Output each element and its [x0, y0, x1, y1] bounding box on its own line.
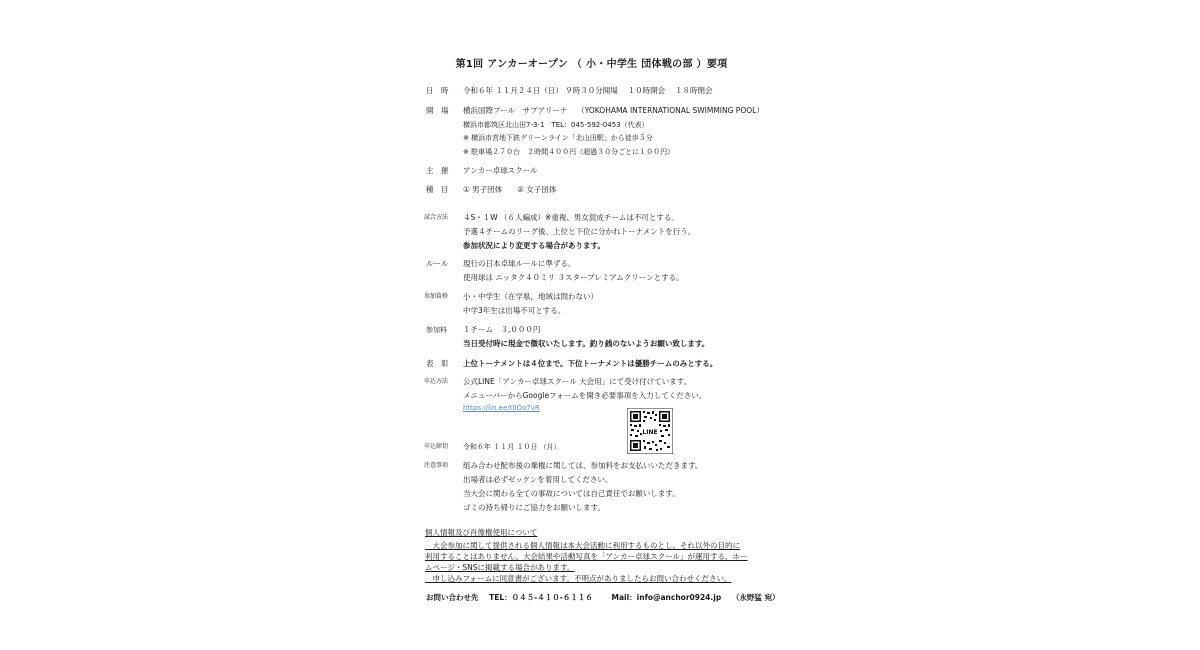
row-date — [0, 84, 1200, 98]
value-venue-access: ※ 横浜市営地下鉄グリーンライン「北山田駅」から徒歩５分 — [463, 134, 653, 142]
contact-mail[interactable]: Mail：info@anchor0924.jp — [611, 593, 722, 602]
privacy-line-2: 利用することはありません。大会結果や活動写真を「アンカー卓球スクール」が運用する、ホー — [425, 552, 748, 561]
privacy-line-4: 申し込みフォームに同意書がございます。不明点がありましたらお問い合わせください。 — [425, 574, 732, 583]
privacy-line-3: ムページ・SNSに掲載する場合があります。 — [425, 563, 575, 572]
label-eligibility: 参加資格 — [424, 293, 449, 300]
value-date: 令和６年 １１月２４日（日） ９時３０分開場 １０時開会 １８時閉会 — [463, 86, 713, 95]
qr-center-label: LINE — [642, 429, 658, 436]
label-application: 申込方法 — [424, 378, 449, 385]
privacy-line-1: 大会参加に関して提供される個人情報は本大会活動に利用するものとし、それ以外の目的に — [425, 541, 740, 550]
row-application — [0, 375, 1200, 389]
value-format-1: ４S・１W （６人編成）※重複、男女混成チームは不可とする。 — [463, 213, 679, 222]
value-eligibility-2: 中学3年生は出場不可とする。 — [463, 306, 566, 315]
value-notes-2: 出場者は必ずゼッケンを着用してください。 — [463, 475, 613, 484]
value-events: ① 男子団体 ② 女子団体 — [463, 185, 557, 194]
value-venue-name: 横浜国際プール サブアリーナ （YOKOHAMA INTERNATIONAL SWIMMING POOL） — [463, 106, 764, 115]
row-venue — [0, 104, 1200, 118]
label-fee: 参加料 — [426, 326, 447, 334]
label-events: 種 目 — [426, 185, 449, 194]
value-venue-parking: ※ 駐車場２７０台 ２時間４００円（超過３０分ごとに１００円） — [463, 148, 675, 156]
value-rules-2: 使用球は ニッタク４０ミリ ３スタープレミアムクリーンとする。 — [463, 273, 684, 282]
contact-tel: TEL：０４５-４１０-６１１６ — [489, 593, 593, 602]
line-link[interactable]: https://lin.ee/tIIOo7vR — [463, 404, 540, 412]
value-awards: 上位トーナメントは４位まで。下位トーナメントは優勝チームのみとする。 — [463, 359, 718, 368]
label-notes: 注意事項 — [424, 462, 449, 469]
value-fee-1: １チーム ３,０００円 — [463, 325, 541, 334]
privacy-section — [425, 527, 765, 584]
value-notes-3: 当大会に関わる全ての事故については自己責任でお願いします。 — [463, 489, 680, 498]
label-venue: 開 場 — [426, 106, 449, 115]
row-fee — [0, 323, 1200, 337]
row-venue-parking — [0, 145, 1200, 159]
value-application-2: メニューバーからGoogleフォームを開き必要事項を入力してください。 — [463, 391, 707, 400]
row-venue-access — [0, 131, 1200, 145]
row-format-2 — [0, 225, 1200, 239]
row-events — [0, 183, 1200, 197]
label-format: 試合方法 — [424, 214, 449, 221]
row-notes-4 — [0, 501, 1200, 515]
row-format-3 — [0, 239, 1200, 253]
contact-label: お問い合わせ先 — [426, 593, 479, 602]
label-rules: ルール — [426, 259, 449, 268]
value-eligibility-1: 小・中学生（在学県，地域は問わない） — [463, 292, 598, 301]
row-notes-2 — [0, 473, 1200, 487]
value-venue-address: 横浜市都筑区北山田7-3-1 TEL：045-592-0453（代表） — [463, 121, 649, 129]
row-application-link — [0, 401, 1200, 415]
row-fee-2 — [0, 337, 1200, 351]
value-notes-4: ゴミの持ち帰りにご協力をお願いします。 — [463, 503, 605, 512]
value-rules-1: 現行の日本卓球ルールに準ずる。 — [463, 259, 576, 268]
contact-line — [426, 591, 779, 605]
value-fee-2: 当日受付時に現金で徴収いたします。釣り銭のないようお願い致します。 — [463, 339, 710, 348]
row-rules-2 — [0, 271, 1200, 285]
privacy-heading: 個人情報及び肖像権使用について — [425, 528, 538, 537]
row-organizer — [0, 164, 1200, 178]
row-awards — [0, 357, 1200, 371]
label-deadline: 申込締切 — [424, 443, 449, 450]
row-eligibility — [0, 290, 1200, 304]
row-deadline — [0, 440, 1200, 454]
label-date: 日 時 — [426, 86, 449, 95]
row-venue-address — [0, 118, 1200, 132]
row-format — [0, 211, 1200, 225]
row-rules — [0, 257, 1200, 271]
label-awards: 表 彰 — [426, 359, 449, 368]
page-title: 第1回 アンカーオープン （ 小・中学生 団体戦の部 ）要項 — [455, 59, 728, 70]
row-notes-3 — [0, 487, 1200, 501]
row-eligibility-2 — [0, 304, 1200, 318]
value-organizer: アンカー卓球スクール — [463, 166, 538, 175]
value-notes-1: 組み合わせ配布後の棄権に関しては、参加料をお支払いいただきます。 — [463, 461, 703, 470]
contact-person: （永野猛 宛） — [731, 593, 780, 602]
value-application-1: 公式LINE「アンカー卓球スクール 大会用」にて受け付けています。 — [463, 377, 692, 386]
label-organizer: 主 催 — [426, 166, 449, 175]
value-format-3: 参加状況により変更する場合があります。 — [463, 241, 605, 250]
value-format-2: 予選４チームのリーグ後、上位と下位に分かれトーナメントを行う。 — [463, 227, 696, 236]
value-deadline: 令和６年 １１月 １０日 （月） — [463, 443, 561, 451]
row-notes — [0, 459, 1200, 473]
